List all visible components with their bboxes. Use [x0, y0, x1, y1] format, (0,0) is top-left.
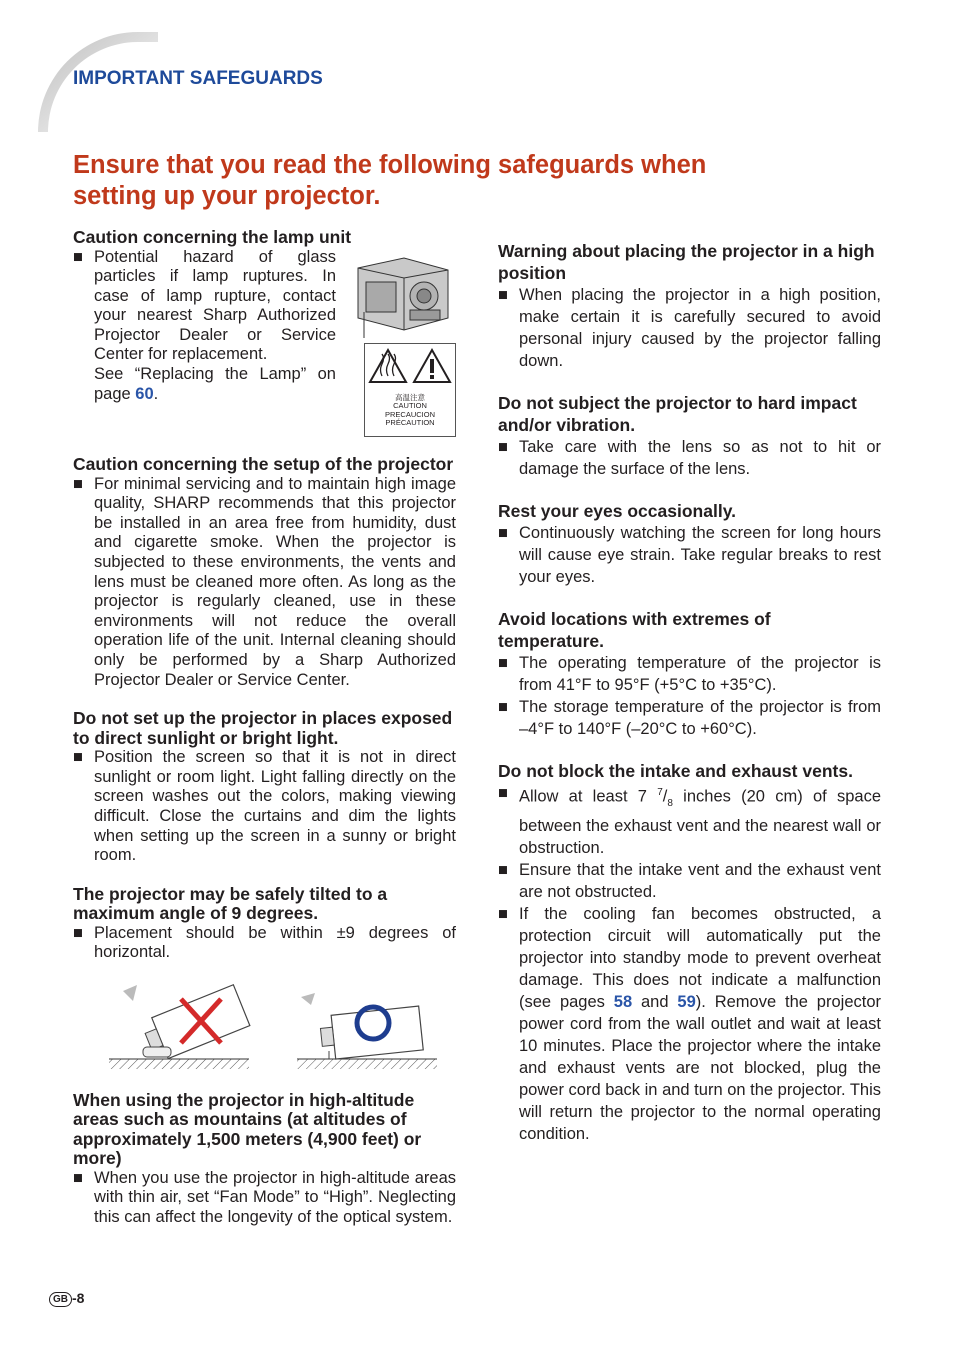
right-column: [498, 240, 881, 1145]
tilt-heading: The projector may be safely tilted to a maximum angle of 9 degrees.: [73, 883, 388, 924]
page-number: [49, 1290, 84, 1307]
impact-heading: Do not subject the projector to hard impact and/or vibration.: [498, 393, 857, 435]
page-title-line-1: Ensure that you read the following safeguards when: [73, 151, 707, 179]
page-link-59[interactable]: 59: [677, 992, 696, 1011]
vents-heading: Do not block the intake and exhaust vents.: [498, 761, 853, 781]
fraction-denominator: 8: [667, 797, 673, 809]
left-column: [73, 228, 456, 1228]
bullet-square-icon: ■: [498, 438, 508, 456]
tilt-bullet: [73, 924, 456, 963]
tilt-wrong-figure: [109, 985, 250, 1069]
setup-heading: Caution concerning the setup of the projector: [73, 454, 454, 475]
page-link-60[interactable]: 60: [135, 384, 154, 403]
bullet-square-icon: ■: [498, 904, 508, 923]
page-title-line-2: setting up your projector.: [73, 182, 381, 210]
vents-text-1: Allow at least 7 $^7/_8$ inches (20 cm) of space between the exhaust vent and the nearest wall or obstruction.: [519, 787, 881, 857]
temperature-text-2: The storage temperature of the projector is from –4°F to 140°F (–20°C to +60°C).: [519, 698, 881, 738]
bullet-square-icon: ■: [498, 860, 508, 879]
bullet-square-icon: ■: [73, 923, 83, 942]
caution-label-cjk: 高温注意: [395, 392, 425, 402]
page-number-value: -8: [72, 1290, 85, 1306]
bullet-square-icon: ■: [73, 474, 83, 493]
page-title: [73, 150, 873, 212]
bullet-square-icon: ■: [498, 698, 508, 716]
eyes-bullet: [498, 522, 881, 588]
sunlight-bullet: [73, 748, 456, 866]
tilt-correct-figure: [297, 993, 437, 1069]
bullet-square-icon: ■: [498, 524, 508, 542]
vents-text-3: If the cooling fan becomes obstructed, a protection circuit will automatically put the projector into standby mode to prevent overheat damage. This does not indicate a malfunction (see pages 58 and 59). Remove the projector power cord from the wall outlet and wait at least 10 minutes. Place the projector where the intake and exhaust vents are not blocked, plug the power cord back in and turn on the projector. This will return the projector to the normal operating condition.: [519, 904, 882, 1143]
section-title: IMPORTANT SAFEGUARDS: [73, 68, 323, 89]
high-position-text: When placing the projector in a high position, make certain it is carefully secured to avoid personal injury caused by the projector falling down.: [519, 286, 881, 370]
caution-label-en: CAUTION: [393, 401, 427, 411]
lamp-bullet: [73, 248, 456, 405]
bullet-square-icon: ■: [498, 784, 508, 802]
high-position-heading: Warning about placing the projector in a high position: [498, 241, 875, 283]
temperature-bullet-2: [498, 696, 881, 740]
eyes-heading: Rest your eyes occasionally.: [498, 501, 736, 521]
caution-label-fr: PRÉCAUTION: [385, 418, 435, 428]
temperature-bullet-1: [498, 652, 881, 696]
region-badge: GB: [49, 1292, 72, 1307]
tilt-diagram: [73, 971, 456, 1081]
lamp-heading: Caution concerning the lamp unit: [73, 227, 352, 247]
page-link-58[interactable]: 58: [613, 992, 633, 1011]
vents-bullet-2: [498, 859, 881, 903]
bullet-square-icon: ■: [73, 247, 83, 266]
altitude-heading: When using the projector in high-altitude areas such as mountains (at altitudes of approximately 1,500 meters (4,900 feet) or more): [73, 1089, 422, 1169]
lamp-see-reference: See “Replacing the Lamp” on page 60.: [94, 365, 336, 403]
altitude-text: When you use the projector in high-altitude areas with thin air, set “Fan Mode” to “High”. Neglecting this can affect the longevity of the optical system.: [94, 1168, 456, 1227]
vents-bullet-3: [498, 903, 881, 1145]
setup-bullet: [73, 475, 456, 691]
sunlight-text: Position the screen so that it is not in direct sunlight or room light. Light falling directly on the screen washes out the colors, making viewing difficult. Close the curtains and dim the lights when setting up the screen in a sunny or bright room.: [94, 748, 456, 865]
bullet-square-icon: ■: [498, 654, 508, 672]
lamp-text: Potential hazard of glass particles if lamp ruptures. In case of lamp rupture, contact your nearest Sharp Authorized Projector Dealer or Service Center for replacement.: [94, 247, 336, 364]
bullet-square-icon: ■: [498, 286, 508, 304]
caution-label-es: PRECAUCION: [384, 409, 435, 419]
high-position-bullet: [498, 284, 881, 372]
temperature-text-1: The operating temperature of the projector is from 41°F to 95°F (+5°C to +35°C).: [519, 654, 881, 694]
temperature-heading: Avoid locations with extremes of temperature.: [498, 609, 771, 651]
vents-text-2: Ensure that the intake vent and the exhaust vent are not obstructed.: [519, 860, 881, 901]
impact-text: Take care with the lens so as not to hit or damage the surface of the lens.: [519, 438, 881, 478]
tilt-illustration: [73, 971, 456, 1081]
vents-bullet-1: [498, 782, 881, 859]
altitude-bullet: [73, 1169, 456, 1228]
bullet-square-icon: ■: [73, 748, 83, 767]
sunlight-heading: Do not set up the projector in places exposed to direct sunlight or bright light.: [73, 708, 453, 748]
eyes-text: Continuously watching the screen for long hours will cause eye strain. Take regular breaks to rest your eyes.: [519, 524, 881, 586]
bullet-square-icon: ■: [73, 1168, 83, 1187]
tilt-text: Placement should be within ±9 degrees of horizontal.: [94, 923, 456, 962]
fraction-numerator: 7: [657, 787, 663, 798]
impact-bullet: [498, 436, 881, 480]
setup-text: For minimal servicing and to maintain high image quality, SHARP recommends that this projector be installed in an area free from humidity, dust and cigarette smoke. When the projector is subjected to these environments, the vents and lens must be cleaned more often. As long as the projector is regularly cleaned, use in these environments will not reduce the overall operation life of the unit. Internal cleaning should only be performed by a Sharp Authorized Projector Dealer or Service Center.: [94, 474, 456, 689]
